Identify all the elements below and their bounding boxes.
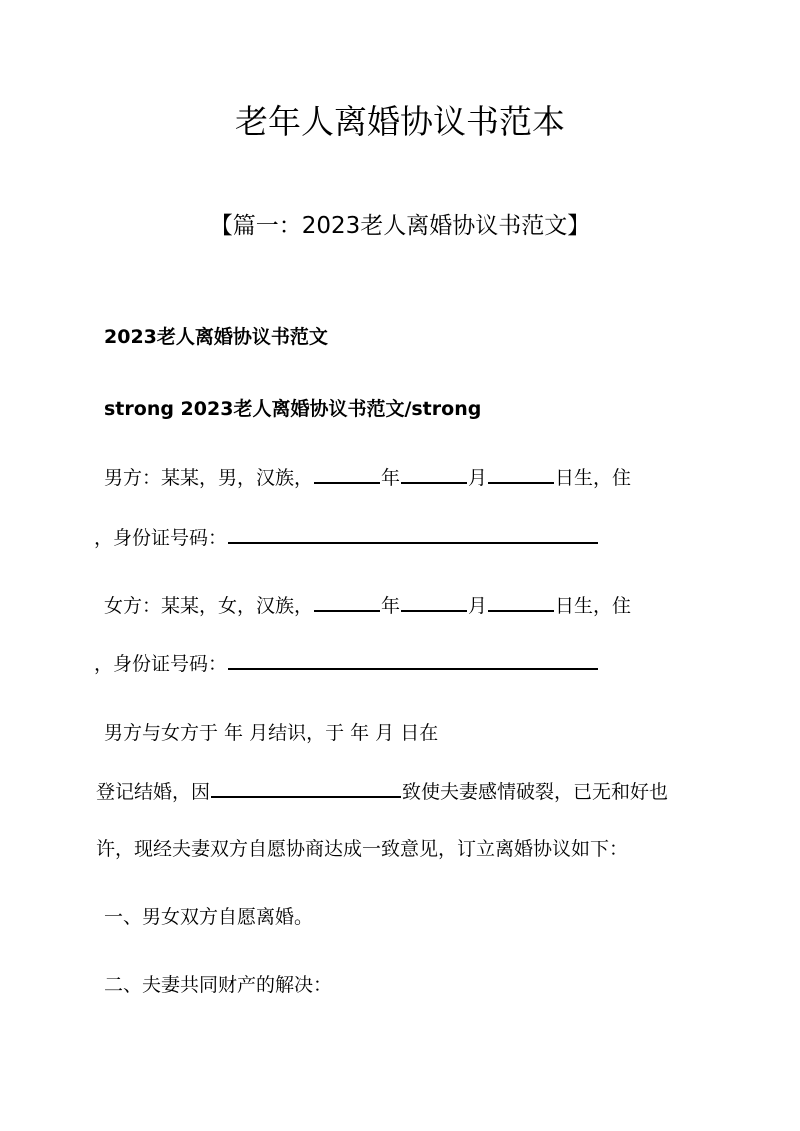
paragraph-line-2-prefix: 登记结婚，因 [96,781,211,803]
heading-2: strong 2023老人离婚协议书范文/strong [104,398,482,420]
paragraph-line-2-suffix: 致使夫妻感情破裂，已无和好也 [402,781,669,803]
heading-1: 2023老人离婚协议书范文 [104,326,328,348]
paragraph-line-2 [96,778,668,805]
female-month-label: 月 [468,595,488,617]
female-id-line [94,650,599,677]
document-title: 老年人离婚协议书范本 [235,102,565,141]
female-id-blank [228,650,598,670]
female-id-label: ，身份证号码： [94,653,228,675]
male-birth-year-blank [314,464,380,484]
female-year-label: 年 [381,595,401,617]
reason-blank [211,778,401,798]
male-month-label: 月 [468,467,488,489]
male-id-label: ，身份证号码： [94,527,228,549]
male-prefix: 男方：某某，男，汉族， [104,467,314,489]
male-info-line [104,464,631,491]
female-prefix: 女方：某某，女，汉族， [104,595,314,617]
female-day-suffix: 日生，住 [555,595,632,617]
female-birth-year-blank [314,592,380,612]
female-info-line [104,592,631,619]
male-id-line [94,524,599,551]
female-birth-day-blank [488,592,554,612]
clause-two: 二、夫妻共同财产的解决： [104,974,333,996]
male-id-blank [228,524,598,544]
paragraph-line-1: 男方与女方于 年 月结识，于 年 月 日在 [104,722,439,744]
male-birth-month-blank [401,464,467,484]
male-day-suffix: 日生，住 [555,467,632,489]
male-year-label: 年 [381,467,401,489]
female-birth-month-blank [401,592,467,612]
clause-one: 一、男女双方自愿离婚。 [104,906,314,928]
paragraph-line-3: 许，现经夫妻双方自愿协商达成一致意见，订立离婚协议如下： [96,838,629,860]
male-birth-day-blank [488,464,554,484]
document-subtitle: 【篇一：2023老人离婚协议书范文】 [209,213,591,239]
